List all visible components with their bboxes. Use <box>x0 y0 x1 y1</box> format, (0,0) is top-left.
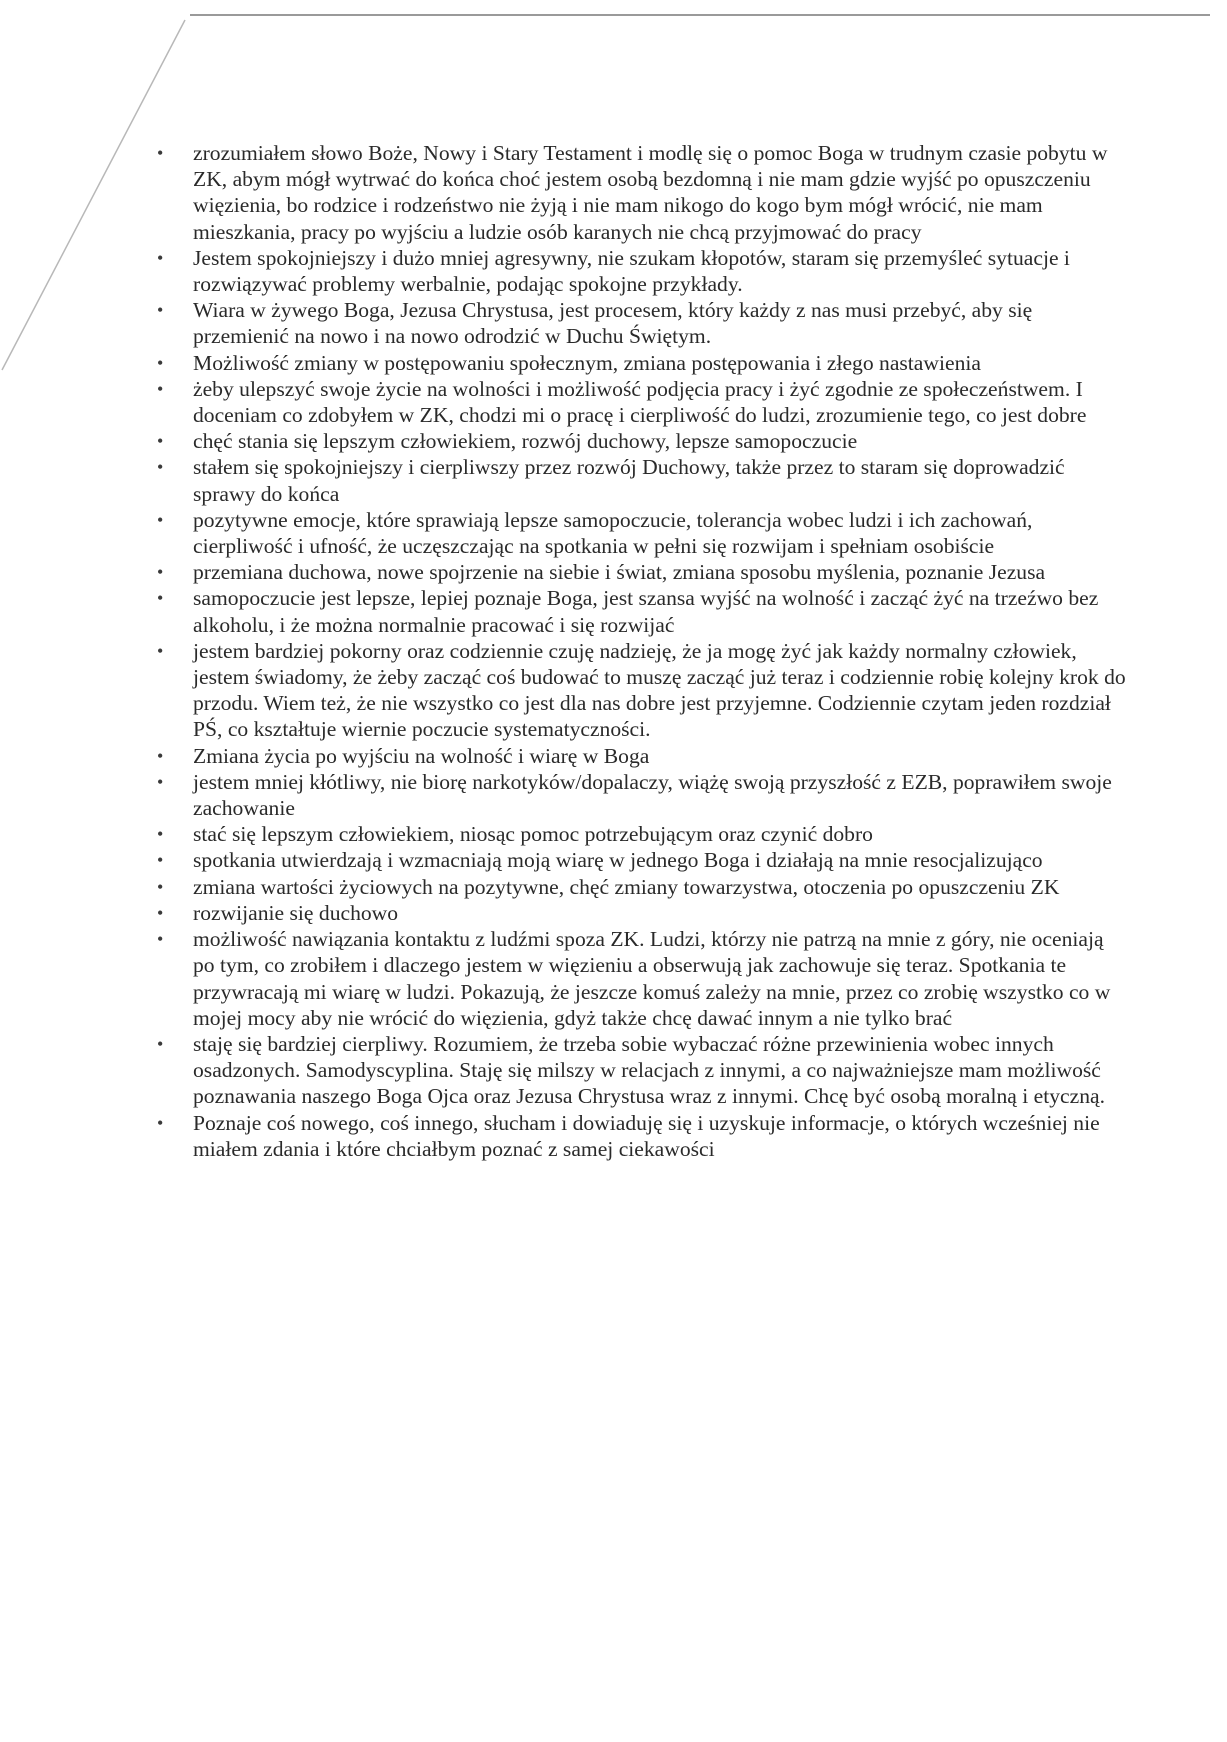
list-item <box>155 559 1130 585</box>
bullet-icon: • <box>157 247 164 268</box>
bullet-icon: • <box>157 902 164 923</box>
list-item <box>155 900 1130 926</box>
list-item <box>155 743 1130 769</box>
bullet-icon: • <box>157 143 164 163</box>
bullet-icon: • <box>157 431 164 452</box>
list-item <box>155 1031 1130 1110</box>
list-item-text: staję się bardziej cierpliwy. Rozumiem, że trzeba sobie wybaczać różne przewinienia wobec innych osadzonych. Samodyscyplina. Staję się milszy w relacjach z innymi, a co najważniejsze mam możliwość poznawania naszego Boga Ojca oraz Jezusa Chrystusa wraz z innymi. Chcę być osobą moralną i etyczną. <box>193 1031 1105 1109</box>
list-item <box>155 428 1130 454</box>
list-item-text: chęć stania się lepszym człowiekiem, rozwój duchowy, lepsze samopoczucie <box>193 429 858 454</box>
list-item-text: Możliwość zmiany w postępowaniu społecznym, zmiana postępowania i złego nastawienia <box>193 350 981 375</box>
document-page <box>155 140 1130 1162</box>
list-item-text: stałem się spokojniejszy i cierpliwszy przez rozwój Duchowy, także przez to staram się doprowadzić sprawy do końca <box>193 455 1065 506</box>
list-item <box>155 245 1130 297</box>
list-item-text: zmiana wartości życiowych na pozytywne, chęć zmiany towarzystwa, otoczenia po opuszczeniu ZK <box>193 874 1060 899</box>
list-item-text: żeby ulepszyć swoje życie na wolności i możliwość podjęcia pracy i żyć zgodnie ze społeczeństwem. I doceniam co zdobyłem w ZK, chodzi mi o pracę i cierpliwość do ludzi, zrozumienie tego, co jest dobre <box>193 376 1087 428</box>
bullet-icon: • <box>157 1112 164 1133</box>
bullet-icon: • <box>157 640 164 661</box>
bullet-icon: • <box>157 588 164 609</box>
bullet-icon: • <box>157 929 164 950</box>
list-item <box>155 376 1130 428</box>
scan-top-edge-line <box>190 14 1210 16</box>
bullet-icon: • <box>157 876 164 897</box>
bullet-icon: • <box>157 300 164 321</box>
list-item <box>155 297 1130 349</box>
list-item-text: możliwość nawiązania kontaktu z ludźmi spoza ZK. Ludzi, którzy nie patrzą na mnie z góry, nie oceniają po tym, co zrobiłem i dlaczego jestem w więzieniu a obserwują jak zachowuje się teraz. Spotkania te przywracają mi wiarę w ludzi. Pokazują, że jeszcze komuś zależy na mnie, przez co zrobię wszystko co w mojej mocy aby nie wrócić do więzienia, gdyż także chcę dawać innym a nie tylko brać <box>193 927 1111 1030</box>
list-item <box>155 1110 1130 1162</box>
bullet-icon: • <box>157 771 164 792</box>
list-item <box>155 769 1130 821</box>
list-item <box>155 874 1130 900</box>
list-item <box>155 454 1130 506</box>
list-item <box>155 821 1130 847</box>
bullet-icon: • <box>157 850 164 871</box>
list-item <box>155 507 1130 559</box>
list-item <box>155 926 1130 1031</box>
bullet-icon: • <box>157 457 164 478</box>
bullet-icon: • <box>157 352 164 373</box>
list-item-text: rozwijanie się duchowo <box>193 900 399 925</box>
bullet-icon: • <box>157 509 164 530</box>
bullet-icon: • <box>157 745 164 766</box>
bullet-list <box>155 140 1130 1162</box>
list-item-text: Jestem spokojniejszy i dużo mniej agresywny, nie szukam kłopotów, staram się przemyśleć sytuacje i rozwiązywać problemy werbalnie, podając spokojne przykłady. <box>193 245 1070 297</box>
list-item <box>155 847 1130 873</box>
list-item-text: stać się lepszym człowiekiem, niosąc pomoc potrzebującym oraz czynić dobro <box>193 822 873 847</box>
list-item-text: pozytywne emocje, które sprawiają lepsze samopoczucie, tolerancja wobec ludzi i ich zachowań, cierpliwość i ufność, że uczęszczając na spotkania w pełni się rozwijam i spełniam osobiście <box>193 507 1033 559</box>
bullet-icon: • <box>157 1033 164 1054</box>
list-item-text: zrozumiałem słowo Boże, Nowy i Stary Testament i modlę się o pomoc Boga w trudnym czasie pobytu w ZK, abym mógł wytrwać do końca choć jestem osobą bezdomną i nie mam gdzie wyjść po opuszczeniu więzienia, bo rodzice i rodzeństwo nie żyją i nie mam nikogo do kogo bym mógł wrócić, nie mam mieszkania, pracy po wyjściu a ludzie osób karanych nie chcą przyjmować do pracy <box>193 141 1108 244</box>
bullet-icon: • <box>157 378 164 399</box>
list-item-text: przemiana duchowa, nowe spojrzenie na siebie i świat, zmiana sposobu myślenia, poznanie Jezusa <box>193 560 1046 585</box>
list-item-text: samopoczucie jest lepsze, lepiej poznaje Boga, jest szansa wyjść na wolność i zacząć żyć na trzeźwo bez alkoholu, i że można normalnie pracować i się rozwijać <box>193 586 1099 637</box>
list-item-text: Poznaje coś nowego, coś innego, słucham i dowiaduję się i uzyskuje informacje, o których wcześniej nie miałem zdania i które chciałbym poznać z samej ciekawości <box>193 1110 1100 1161</box>
list-item <box>155 638 1130 743</box>
list-item-text: spotkania utwierdzają i wzmacniają moją wiarę w jednego Boga i działają na mnie resocjalizująco <box>193 848 1043 873</box>
list-item <box>155 140 1130 245</box>
list-item-text: jestem bardziej pokorny oraz codziennie czuję nadzieję, że ja mogę żyć jak każdy normalny człowiek, jestem świadomy, że żeby zacząć coś budować to muszę zacząć już teraz i codziennie robię kolejny krok do przodu. Wiem też, że nie wszystko co jest dla nas dobre jest przyjemne. Codziennie czytam jeden rozdział PŚ, co kształtuje wiernie poczucie systematyczności. <box>193 638 1126 742</box>
list-item-text: Wiara w żywego Boga, Jezusa Chrystusa, jest procesem, który każdy z nas musi przebyć, aby się przemienić na nowo i na nowo odrodzić w Duchu Świętym. <box>193 298 1033 349</box>
list-item-text: Zmiana życia po wyjściu na wolność i wiarę w Boga <box>193 743 650 768</box>
list-item <box>155 585 1130 637</box>
list-item <box>155 350 1130 376</box>
bullet-icon: • <box>157 562 164 583</box>
bullet-icon: • <box>157 824 164 845</box>
list-item-text: jestem mniej kłótliwy, nie biorę narkotyków/dopalaczy, wiążę swoją przyszłość z EZB, poprawiłem swoje zachowanie <box>193 769 1112 821</box>
